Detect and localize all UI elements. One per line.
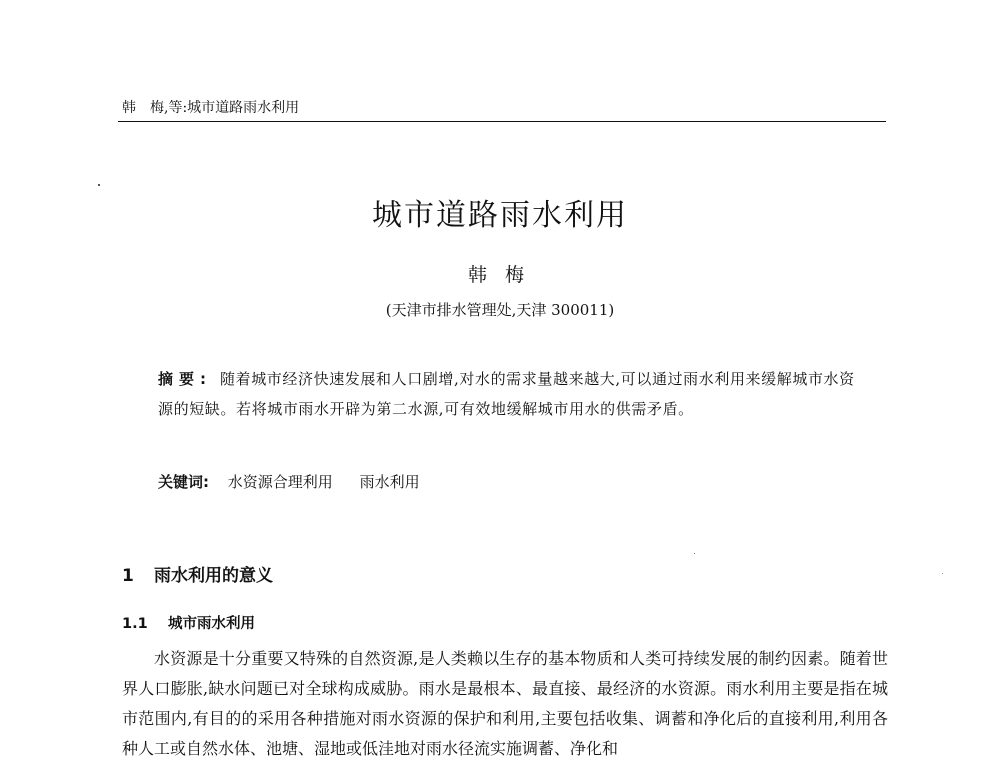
section-number: 1 <box>122 566 134 586</box>
keyword-item: 雨水利用 <box>359 473 420 491</box>
keywords <box>158 471 442 492</box>
abstract-label: 摘要: <box>158 370 212 388</box>
subsection-number: 1.1 <box>122 616 148 632</box>
scan-speck <box>694 553 695 554</box>
header-rule <box>118 121 886 122</box>
paper-title: 城市道路雨水利用 <box>372 198 628 233</box>
author-affiliation: (天津市排水管理处,天津 300011) <box>385 301 615 319</box>
abstract-text: 随着城市经济快速发展和人口剧增,对水的需求量越来越大,可以通过雨水利用来缓解城市水资源的短缺。若将城市雨水开辟为第二水源,可有效地缓解城市用水的供需矛盾。 <box>158 370 855 418</box>
keyword-item: 水资源合理利用 <box>227 473 333 491</box>
subsection-title: 城市雨水利用 <box>168 616 255 632</box>
subsection-heading <box>122 612 255 633</box>
keywords-label: 关键词: <box>158 473 209 491</box>
section-title: 雨水利用的意义 <box>154 566 273 586</box>
scan-speck <box>942 573 943 574</box>
body-paragraph: 水资源是十分重要又特殊的自然资源,是人类赖以生存的基本物质和人类可持续发展的制约因素。随着世界人口膨胀,缺水问题已对全球构成威胁。雨水是最根本、最直接、最经济的水资源。雨水利用主要是指在城市范围内,有目的的采用各种措施对雨水资源的保护和利用,主要包括收集、调蓄和净化后的直接利用,利用各种人工或自然水体、池塘、湿地或低洼地对雨水径流实施调蓄、净化和 <box>122 649 888 758</box>
body-text <box>122 644 888 760</box>
section-heading <box>122 561 273 586</box>
scan-speck <box>98 184 100 186</box>
author-name: 韩梅 <box>467 264 542 286</box>
abstract <box>158 364 858 424</box>
running-head: 韩 梅,等:城市道路雨水利用 <box>122 100 300 116</box>
